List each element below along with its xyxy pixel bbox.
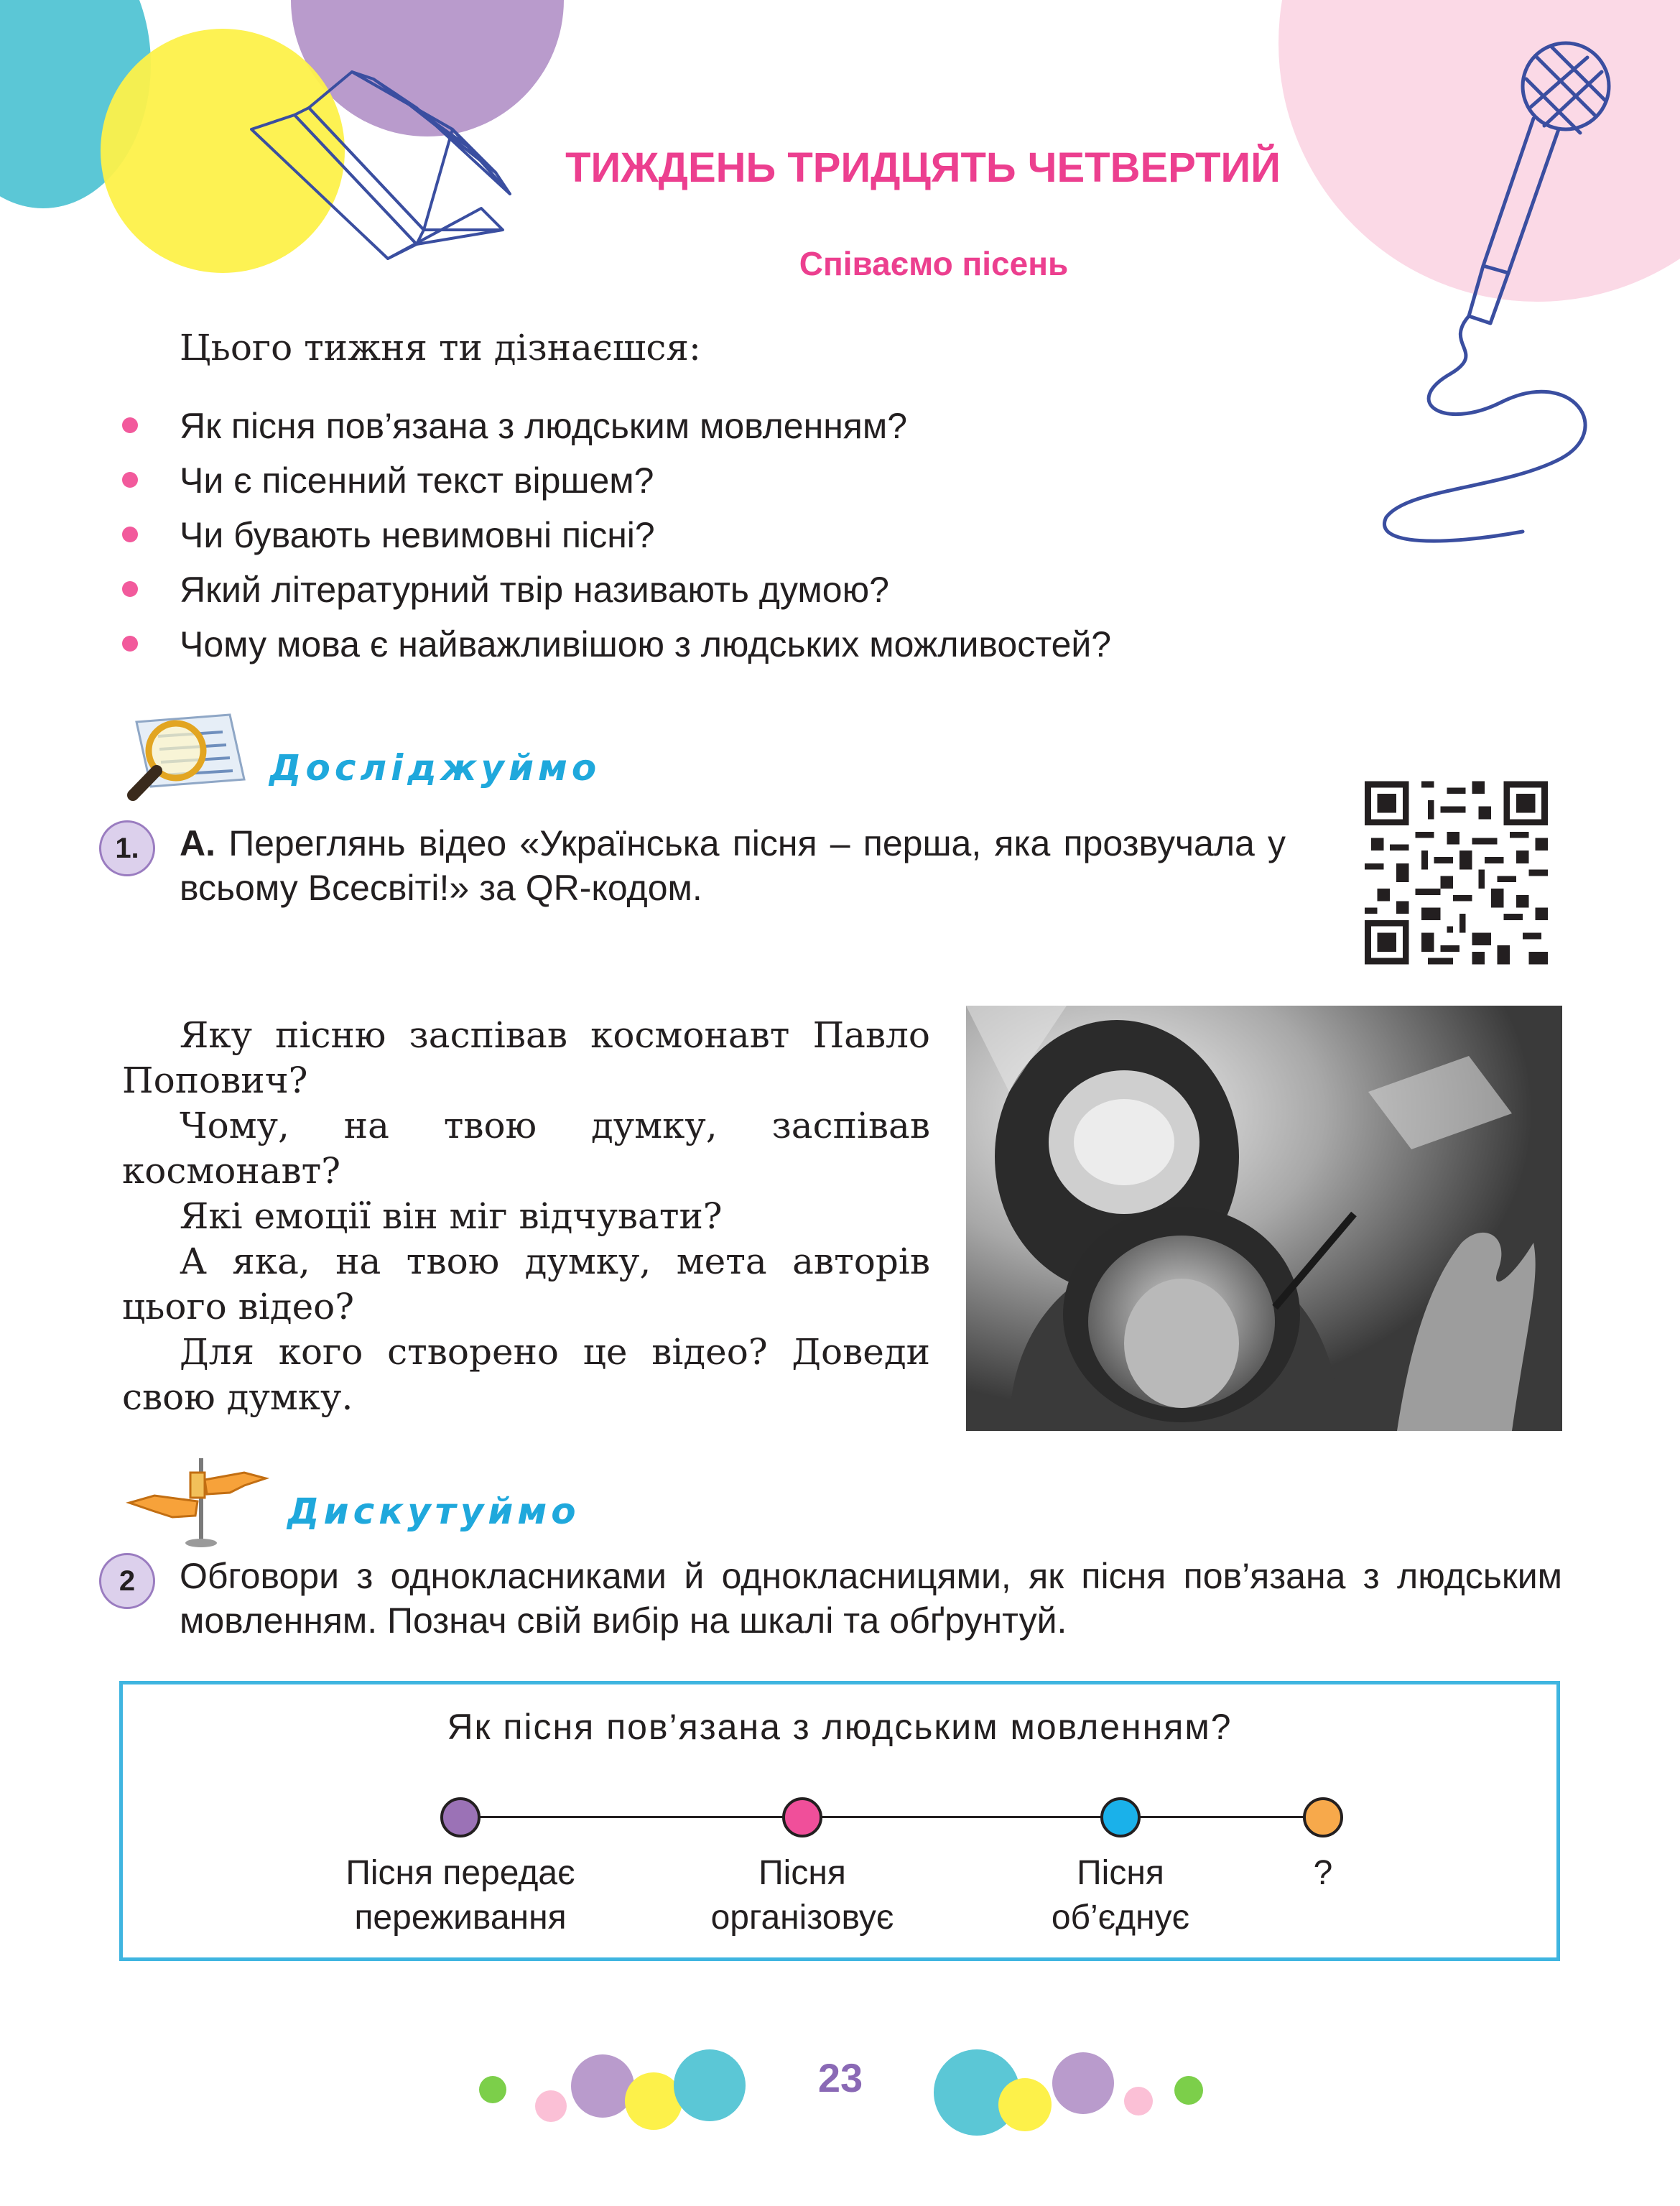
footer-dot [1124,2087,1153,2115]
open-book-icon [237,65,539,266]
scale-point-2[interactable] [782,1797,822,1837]
question-paragraph: Для кого створено це відео? Доведи свою думку. [122,1331,930,1418]
footer-dot [479,2076,506,2103]
list-item: Чи бувають невимовні пісні? [115,508,1111,562]
list-item: Чому мова є найважливішою з людських можливостей? [115,617,1111,672]
pointing-hands-icon [122,1451,273,1548]
footer-dot [674,2049,746,2121]
question-paragraph: Яку пісню заспівав космонавт Павло Попович? [122,1014,930,1101]
footer-dot [535,2090,567,2122]
explore-questions [122,1013,930,1420]
task-1-text [180,821,1286,910]
section-heading-discuss: Дискутуймо [287,1491,580,1532]
page-subtitle: Співаємо пісень [799,245,1069,282]
intro-lead: Цього тижня ти дізнаєшся: [180,327,701,369]
scale-point-1[interactable] [440,1797,481,1837]
scale-question: Як пісня пов’язана з людським мовленням? [447,1707,1233,1747]
footer-dot [998,2078,1052,2131]
scale-label-4: ? [1313,1854,1333,1892]
question-paragraph: Чому, на твою думку, заспівав космонавт? [122,1105,930,1192]
scale-point-3[interactable] [1100,1797,1141,1837]
footer-dot [1174,2076,1203,2105]
qr-code[interactable] [1365,779,1548,966]
opinion-scale-box [119,1681,1560,1961]
list-item: Як пісня пов’язана з людським мовленням? [115,399,1111,453]
week-questions-list [115,399,1111,672]
bullet-icon [122,581,138,597]
scale-point-4[interactable] [1303,1797,1343,1837]
cosmonaut-photo [966,1006,1562,1431]
section-heading-explore: Досліджуймо [269,747,601,789]
microphone-icon [1343,29,1623,575]
question-paragraph: Які емоції він міг відчувати? [180,1195,723,1237]
list-item: Чи є пісенний текст віршем? [115,453,1111,508]
scale-line [460,1816,1322,1818]
task-instruction: Переглянь відео «Українська пісня – перша, яка прозвучала у всьому Всесвіті!» за QR-кодом. [180,823,1286,908]
bullet-icon [122,417,138,433]
scale-label-1: Пісня передає переживання [345,1854,575,1937]
footer-dot [1052,2052,1114,2114]
task-number-badge: 2 [99,1553,155,1609]
list-item: Який літературний твір називають думою? [115,562,1111,617]
question-paragraph: А яка, на твою думку, мета авторів цього відео? [122,1241,930,1327]
bullet-icon [122,527,138,542]
scale-label-2: Пісня організовує [710,1854,894,1937]
task-number-badge: 1. [99,820,155,876]
page-title: ТИЖДЕНЬ ТРИДЦЯТЬ ЧЕТВЕРТИЙ [565,144,1281,191]
task-2-text: Обговори з однокласниками й однокласницями, як пісня пов’язана з людським мовленням. Познач свій вибір на шкалі та обґрунтуй. [180,1556,1562,1641]
page-number: 23 [817,2055,863,2100]
bullet-icon [122,472,138,488]
bullet-icon [122,636,138,652]
scale-label-3: Пісня об’єднує [1051,1854,1190,1937]
footer-dot [571,2054,634,2118]
task-letter: А. [180,823,215,863]
magnifier-icon [115,708,259,808]
